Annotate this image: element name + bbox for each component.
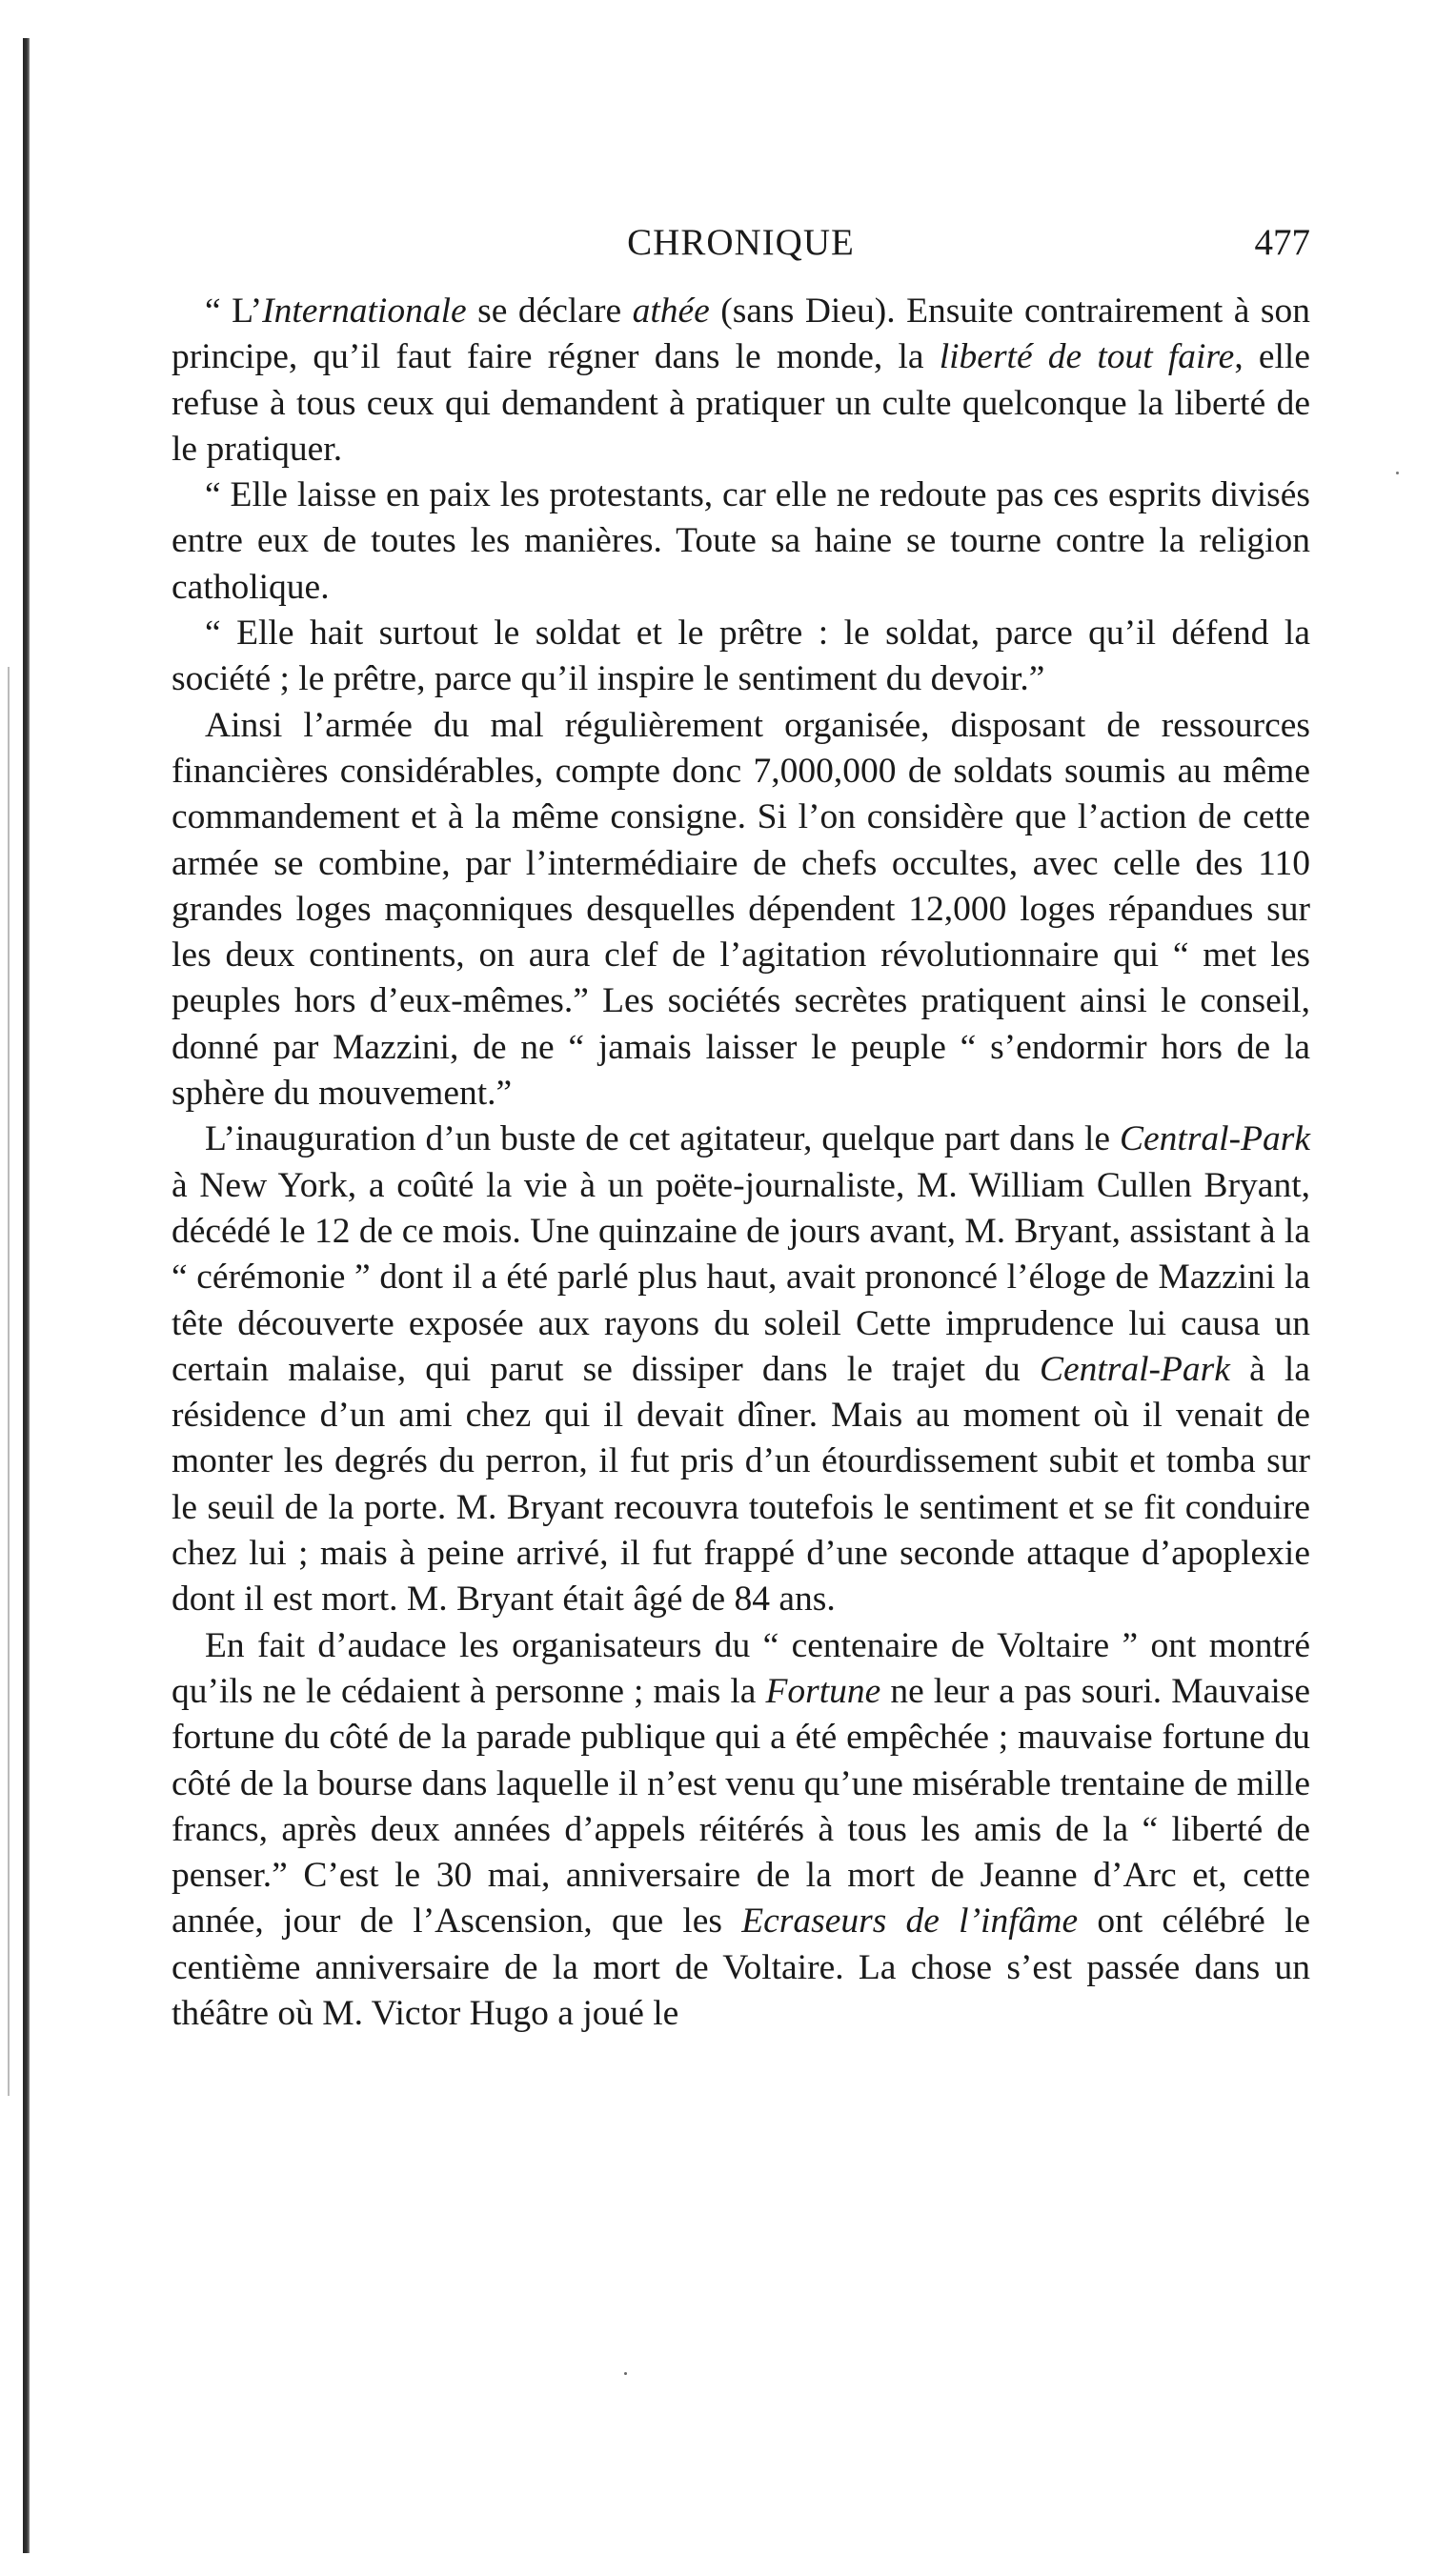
italic-text: Fortune xyxy=(765,1671,881,1711)
italic-text: athée xyxy=(632,292,710,331)
running-title: CHRONIQUE xyxy=(627,222,855,263)
text-run: , elle refuse à tous ceux qui demandent à pratiquer un culte quelconque la liberté de le pratiquer. xyxy=(172,337,1310,469)
text-run: “ Elle laisse en paix les protestants, car elle ne redoute pas ces esprits divisés entre eux de toutes les manières. Toute sa haine se tourne contre la religion catholique. xyxy=(172,475,1310,607)
italic-text: Central-Park xyxy=(1120,1119,1310,1159)
italic-text: Internationale xyxy=(262,292,467,331)
italic-text: Ecraseurs de l’infâme xyxy=(741,1902,1079,1942)
paragraph xyxy=(172,611,1310,703)
text-run: ne leur a pas souri. Mauvaise fortune du côté de la parade publique qui a été empêchée ; mauvaise fortune du côté de la bourse dans laquelle il n’est venu qu’une misérable trentaine de mille francs, après deux années d’appels réitérés à tous les amis de la “ liberté de penser.” C’est le 30 mai, anniversaire de la mort de Jeanne d’Arc et, cette année, jour de l’Ascension, que les xyxy=(172,1671,1310,1942)
page-binding-edge xyxy=(23,38,30,2553)
text-run: à New York, a coûté la vie à un poëte-journaliste, M. William Cullen Bryant, décédé le 12 de ce mois. Une quinzaine de jours avant, M. Bryant, assistant à la “ cérémonie ” dont il a été parlé plus haut, avait prononcé l’éloge de Mazzini la tête découverte exposée aux rayons du soleil Cette imprudence lui causa un certain malaise, qui parut se dissiper dans le trajet du xyxy=(172,1165,1310,1389)
text-run: (sans Dieu). Ensuite contrairement à son principe, qu’il faut faire régner dans le monde, la xyxy=(172,292,1310,377)
text-run: Ainsi l’armée du mal régulièrement organisée, disposant de ressources financières considérables, compte donc 7,000,000 de soldats soumis au même commandement et à la même consigne. Si l’on considère que l’action de cette armée se combine, par l’intermédiaire de chefs occultes, avec celle des 110 grandes loges maçonniques desquelles dépendent 12,000 loges répandues sur les deux continents, on aura clef de l’agitation révolutionnaire qui “ met les peuples hors d’eux-mêmes.” Les sociétés secrètes pratiquent ainsi le conseil, donné par Mazzini, de ne “ jamais laisser le peuple “ s’endormir hors de la sphère du mouvement.” xyxy=(172,705,1310,1114)
text-run: En fait d’audace les organisateurs du “ centenaire de Voltaire ” ont montré qu’ils ne le cédaient à personne ; mais la xyxy=(172,1625,1310,1711)
page-edge-shadow xyxy=(8,667,10,2096)
text-run: se déclare xyxy=(466,292,633,331)
paragraph xyxy=(172,1117,1310,1622)
italic-text: liberté de tout faire xyxy=(939,337,1235,377)
paragraph xyxy=(172,473,1310,611)
paragraph xyxy=(172,1623,1310,2038)
page-number: 477 xyxy=(1254,222,1310,263)
text-run: “ L’ xyxy=(205,292,263,331)
speck-mark xyxy=(1396,472,1399,474)
page-header xyxy=(172,217,1310,274)
paragraph xyxy=(172,703,1310,1117)
text-run: ont célébré le centième anniversaire de la mort de Voltaire. La chose s’est passée dans un théâtre où M. Victor Hugo a joué le xyxy=(172,1902,1311,2033)
paragraph xyxy=(172,289,1310,473)
body-text xyxy=(172,289,1310,2037)
text-run: L’inauguration d’un buste de cet agitateur, quelque part dans le xyxy=(205,1119,1121,1159)
text-run: “ Elle hait surtout le soldat et le prêtre : le soldat, parce qu’il défend la société ; le prêtre, parce qu’il inspire le sentiment du devoir.” xyxy=(172,614,1310,699)
speck-mark xyxy=(624,2372,627,2375)
text-run: à la résidence d’un ami chez qui il devait dîner. Mais au moment où il venait de monter les degrés du perron, il fut pris d’un étourdissement subit et tomba sur le seuil de la porte. M. Bryant recouvra toutefois le sentiment et se fit conduire chez lui ; mais à peine arrivé, il fut frappé d’une seconde attaque d’apoplexie dont il est mort. M. Bryant était âgé de 84 ans. xyxy=(172,1349,1310,1620)
italic-text: Central-Park xyxy=(1039,1349,1230,1389)
